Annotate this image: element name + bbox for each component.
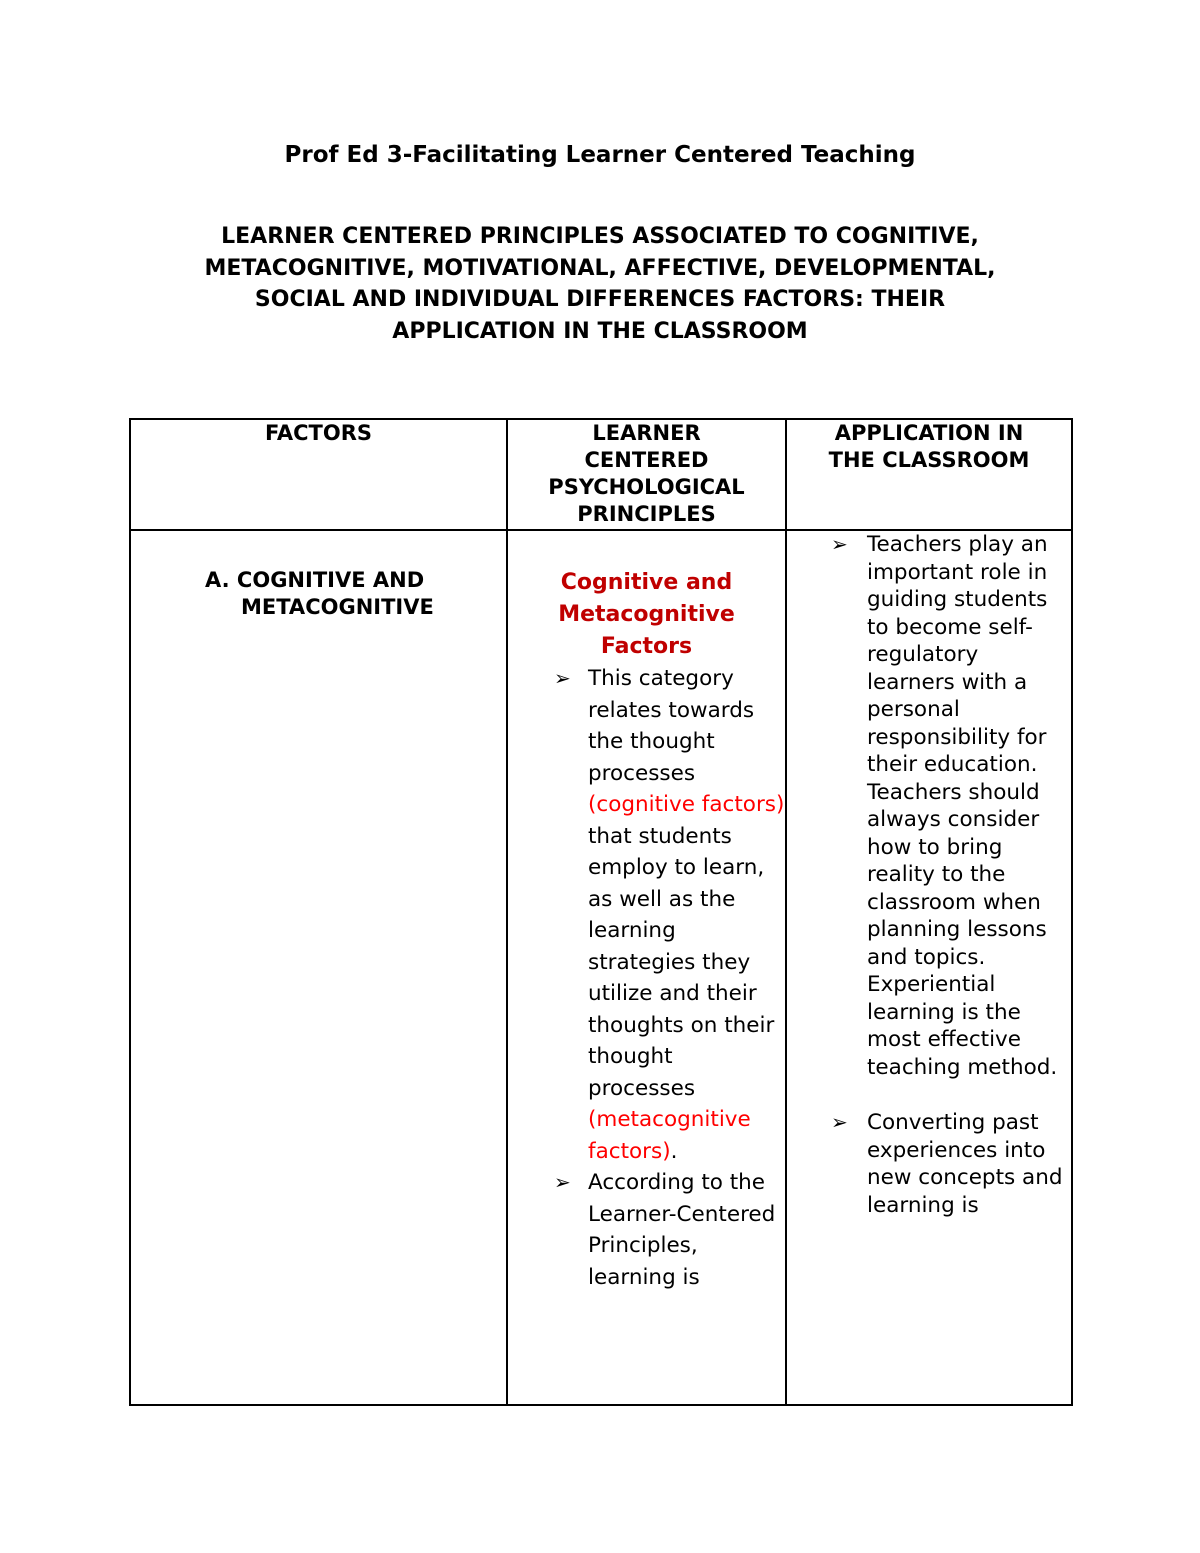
document-heading: [130, 221, 1070, 347]
heading-line: SOCIAL AND INDIVIDUAL DIFFERENCES FACTORS: THEIR: [254, 287, 946, 312]
arrowhead-bullet-icon: ➢: [831, 1110, 848, 1134]
cognitive-factors-highlight: (cognitive factors): [588, 792, 785, 817]
header-principles: [507, 419, 786, 530]
application-bullet-list: [787, 531, 1071, 1219]
principles-category-heading: [508, 567, 785, 663]
factor-label-line: A. COGNITIVE AND: [205, 568, 425, 592]
arrowhead-bullet-icon: ➢: [554, 1170, 571, 1194]
arrowhead-bullet-icon: ➢: [554, 666, 571, 690]
heading-line: APPLICATION IN THE CLASSROOM: [392, 318, 808, 344]
header-principles-line: LEARNER: [592, 421, 701, 445]
list-item: [787, 1109, 1071, 1219]
principles-table: [129, 418, 1073, 1406]
header-application-line: APPLICATION IN: [834, 421, 1024, 445]
heading-line: LEARNER CENTERED PRINCIPLES ASSOCIATED TO COGNITIVE,: [221, 224, 979, 249]
document-title: Prof Ed 3-Facilitating Learner Centered Teaching: [284, 142, 916, 168]
category-heading-line: Factors: [600, 634, 693, 659]
factor-label: [131, 531, 506, 621]
header-principles-line: PRINCIPLES: [577, 502, 716, 526]
heading-line: METACOGNITIVE, MOTIVATIONAL, AFFECTIVE, DEVELOPMENTAL,: [204, 255, 996, 281]
factor-cell: [130, 530, 507, 1405]
list-item: [508, 1167, 785, 1293]
table-header-row: [130, 419, 1072, 530]
application-text: Converting past experiences into new concepts and learning is: [867, 1110, 1063, 1218]
category-heading-line: Metacognitive: [558, 602, 735, 627]
header-principles-line: PSYCHOLOGICAL: [548, 475, 745, 499]
header-application: [786, 419, 1072, 530]
principles-bullet-list: [508, 663, 785, 1293]
principles-cell: [507, 530, 786, 1405]
principles-text: According to the Learner-Centered Principles, learning is: [588, 1170, 776, 1290]
principles-text: .: [670, 1138, 678, 1164]
principles-text: that students employ to learn, as well as the learning strategies they utilize and their thoughts on their thought processes: [588, 823, 775, 1101]
arrowhead-bullet-icon: ➢: [831, 532, 848, 556]
list-item: [508, 663, 785, 1167]
header-factors: FACTORS: [130, 419, 507, 530]
header-principles-line: CENTERED: [584, 448, 709, 472]
application-text: Teachers play an important role in guiding students to become self-regulatory learners with a personal responsibility for their education. Teachers should always consider how to bring reality to the classroom when planning lessons and topics. Experiential learning is the most effective teaching method.: [867, 532, 1058, 1080]
list-item: [787, 531, 1071, 1081]
principles-text: This category relates towards the thought processes: [588, 666, 755, 786]
metacognitive-factors-highlight: (metacognitive factors): [588, 1107, 751, 1164]
header-application-line: THE CLASSROOM: [828, 448, 1030, 472]
factor-label-line: METACOGNITIVE: [241, 595, 434, 619]
category-heading-line: Cognitive and: [560, 570, 733, 595]
table-row: [130, 530, 1072, 1405]
application-cell: [786, 530, 1072, 1405]
